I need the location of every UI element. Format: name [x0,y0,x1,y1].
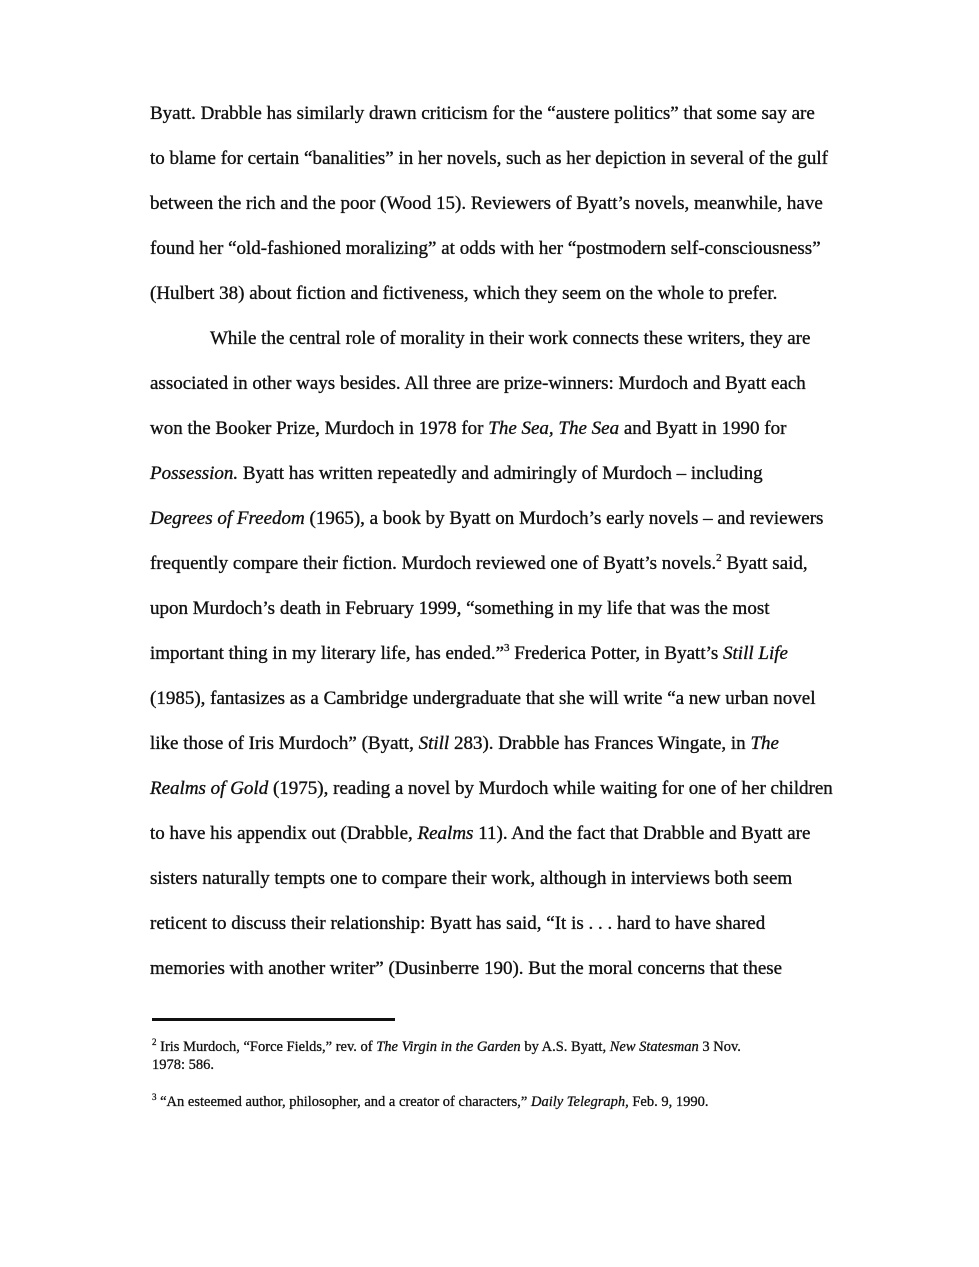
body-line [150,778,833,800]
text-run: by A.S. Byatt, [520,1039,610,1055]
italic-title: Degrees of Freedom [150,508,305,529]
body-line [150,823,810,845]
body-line [150,553,808,575]
body-line [150,598,770,620]
italic-title: Realms [417,823,474,844]
italic-title: Still [418,733,450,754]
footnote-marker: 3 [504,642,510,654]
body-line [150,733,779,755]
body-line [150,283,777,305]
italic-title: The [750,733,779,754]
body-line [150,643,788,665]
text-run: Iris Murdoch, “Force Fields,” rev. of [156,1039,377,1055]
text-run: “An esteemed author, philosopher, and a creator of characters,” [156,1094,531,1110]
text-run: found her “old-fashioned moralizing” at odds with her “postmodern self-consciousness” [150,238,821,259]
body-line [150,958,782,980]
footnote-marker: 2 [716,552,722,564]
text-run: upon Murdoch’s death in February 1999, “something in my life that was the most [150,598,770,619]
text-run: like those of Iris Murdoch” (Byatt, [150,733,419,754]
body-line [150,238,821,260]
text-run: associated in other ways besides. All three are prize-winners: Murdoch and Byatt each [150,373,806,394]
footnote-marker: 3 [152,1092,157,1102]
italic-title: The Virgin in the Garden [376,1039,521,1055]
text-run: memories with another writer” (Dusinberre 190). But the moral concerns that these [150,958,783,979]
footnote-separator [152,1018,395,1021]
italic-title: Realms of Gold [150,778,269,799]
text-run: important thing in my literary life, has ended.” [150,643,505,664]
italic-title: Possession. [150,463,239,484]
text-run: 1978: 586. [152,1057,215,1073]
text-run: sisters naturally tempts one to compare their work, although in interviews both seem [150,868,793,889]
body-line [150,913,765,935]
body-line [150,148,828,170]
text-run: Byatt has written repeatedly and admiringly of Murdoch – including [238,463,763,484]
text-run: to have his appendix out (Drabble, [150,823,418,844]
body-line [210,328,810,350]
body-line [150,193,823,215]
body-line [150,463,763,485]
footnote-line [152,1093,708,1111]
footnote-line [152,1056,214,1074]
italic-title: Still Life [723,643,788,664]
text-run: to blame for certain “banalities” in her novels, such as her depiction in several of the gulf [150,148,828,169]
text-run: frequently compare their fiction. Murdoch reviewed one of Byatt’s novels. [150,553,717,574]
italic-title: Daily Telegraph [530,1094,626,1110]
body-line [150,508,823,530]
italic-title: The Sea, The Sea [488,418,620,439]
text-run: While the central role of morality in their work connects these writers, they are [210,328,811,349]
body-line [150,373,806,395]
body-line [150,418,786,440]
text-run: (Hulbert 38) about fiction and fictiveness, which they seem on the whole to prefer. [150,283,778,304]
text-run: 283). Drabble has Frances Wingate, in [449,733,751,754]
text-run: between the rich and the poor (Wood 15). Reviewers of Byatt’s novels, meanwhile, have [150,193,823,214]
text-run: (1985), fantasizes as a Cambridge undergraduate that she will write “a new urban novel [150,688,816,709]
italic-title: New Statesman [609,1039,699,1055]
text-run: (1975), reading a novel by Murdoch while waiting for one of her children [268,778,833,799]
body-line [150,688,815,710]
text-run: 11). And the fact that Drabble and Byatt are [473,823,811,844]
text-run: Frederica Potter, in Byatt’s [509,643,724,664]
text-run: Byatt. Drabble has similarly drawn criticism for the “austere politics” that some say are [150,103,815,124]
body-line [150,868,792,890]
text-run: 3 Nov. [698,1039,741,1055]
text-run: , Feb. 9, 1990. [625,1094,709,1110]
body-line [150,103,815,125]
text-run: Byatt said, [721,553,808,574]
text-run: reticent to discuss their relationship: Byatt has said, “It is . . . hard to have shared [150,913,766,934]
text-run: and Byatt in 1990 for [619,418,787,439]
text-run: (1965), a book by Byatt on Murdoch’s early novels – and reviewers [304,508,824,529]
footnote-line [152,1038,741,1056]
footnote-marker: 2 [152,1037,157,1047]
text-run: won the Booker Prize, Murdoch in 1978 for [150,418,489,439]
